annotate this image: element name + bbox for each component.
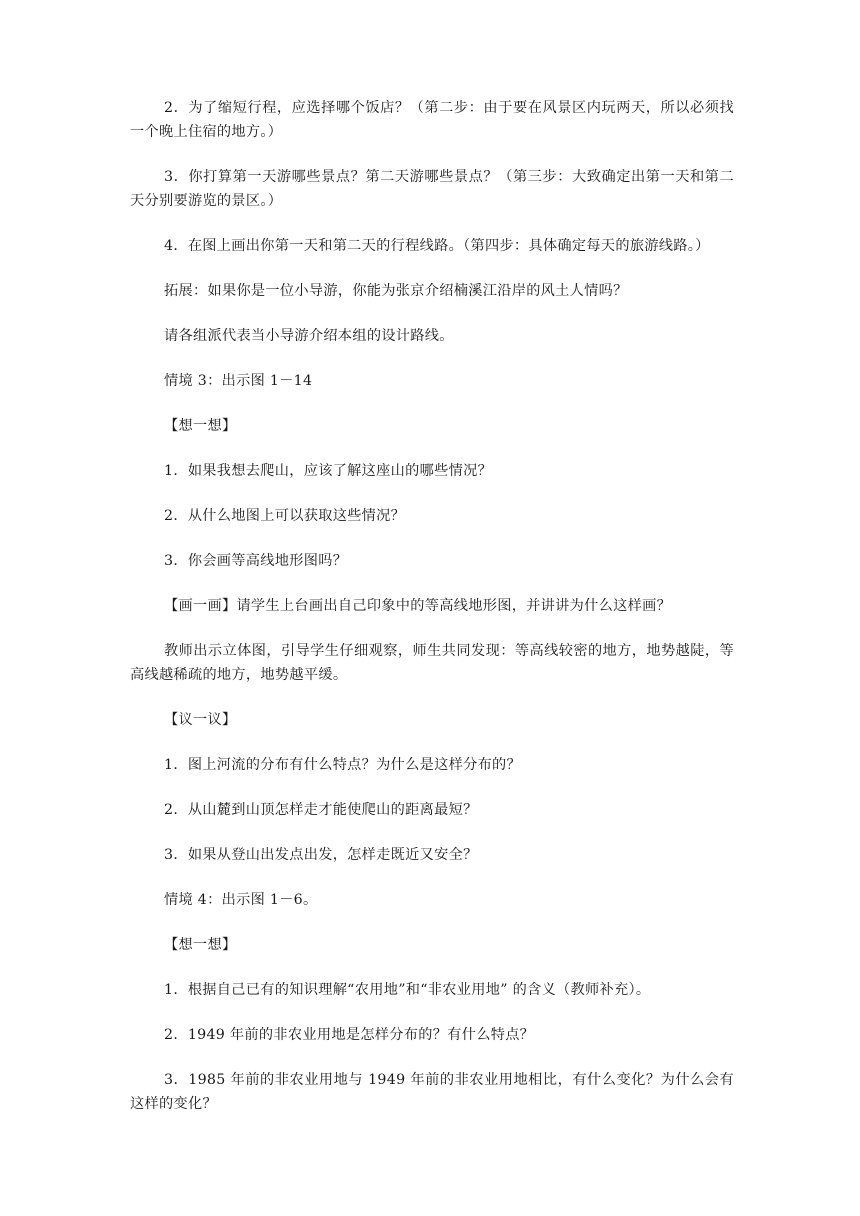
paragraph-draw: 【画一画】请学生上台画出自己印象中的等高线地形图，并讲讲为什么这样画？ [164,598,672,614]
paragraph-discuss-q2: 2．从山麓到山顶怎样走才能使爬山的距离最短？ [164,802,478,818]
paragraph-scenario-3: 情境 3：出示图 1－14 [164,373,313,389]
section-heading-think: 【想一想】 [164,418,237,434]
paragraph-question-2-hotel: 2．为了缩短行程，应选择哪个饭店？（第二步：由于要在风景区内玩两天，所以必须找一个晚上住宿的地方。） [130,100,734,140]
paragraph-discuss-q3: 3．如果从登山出发点出发，怎样走既近又安全？ [164,847,478,863]
paragraph-question-4-route: 4．在图上画出你第一天和第二天的行程线路。（第四步：具体确定每天的旅游线路。） [164,238,710,254]
paragraph-scenario-4: 情境 4：出示图 1－6。 [164,892,318,908]
paragraph-question-3-sights: 3．你打算第一天游哪些景点？第二天游哪些景点？（第三步：大致确定出第一天和第二天分别要游览的景区。） [130,169,734,209]
paragraph-land-q2: 2．1949 年前的非农业用地是怎样分布的？有什么特点？ [164,1027,535,1043]
paragraph-discuss-q1: 1．图上河流的分布有什么特点？为什么是这样分布的？ [164,757,522,773]
section-heading-think-2: 【想一想】 [164,937,237,953]
paragraph-think-q3: 3．你会画等高线地形图吗？ [164,553,348,569]
paragraph-land-q1: 1．根据自己已有的知识理解“农用地”和“非农业用地” 的含义（教师补充）。 [164,982,651,998]
paragraph-think-q1: 1．如果我想去爬山，应该了解这座山的哪些情况？ [164,463,493,479]
paragraph-think-q2: 2．从什么地图上可以获取这些情况？ [164,508,406,524]
paragraph-extension: 拓展：如果你是一位小导游，你能为张京介绍楠溪江沿岸的风土人情吗？ [164,283,628,299]
paragraph-teacher-demo: 教师出示立体图，引导学生仔细观察，师生共同发现：等高线较密的地方，地势越陡，等高线越稀疏的地方，地势越平缓。 [130,643,734,683]
section-heading-discuss: 【议一议】 [164,712,237,728]
document-body [130,96,734,1116]
paragraph-group-guide: 请各组派代表当小导游介绍本组的设计路线。 [164,328,454,344]
paragraph-land-q3: 3．1985 年前的非农业用地与 1949 年前的非农业用地相比，有什么变化？为什么会有这样的变化？ [130,1072,734,1112]
